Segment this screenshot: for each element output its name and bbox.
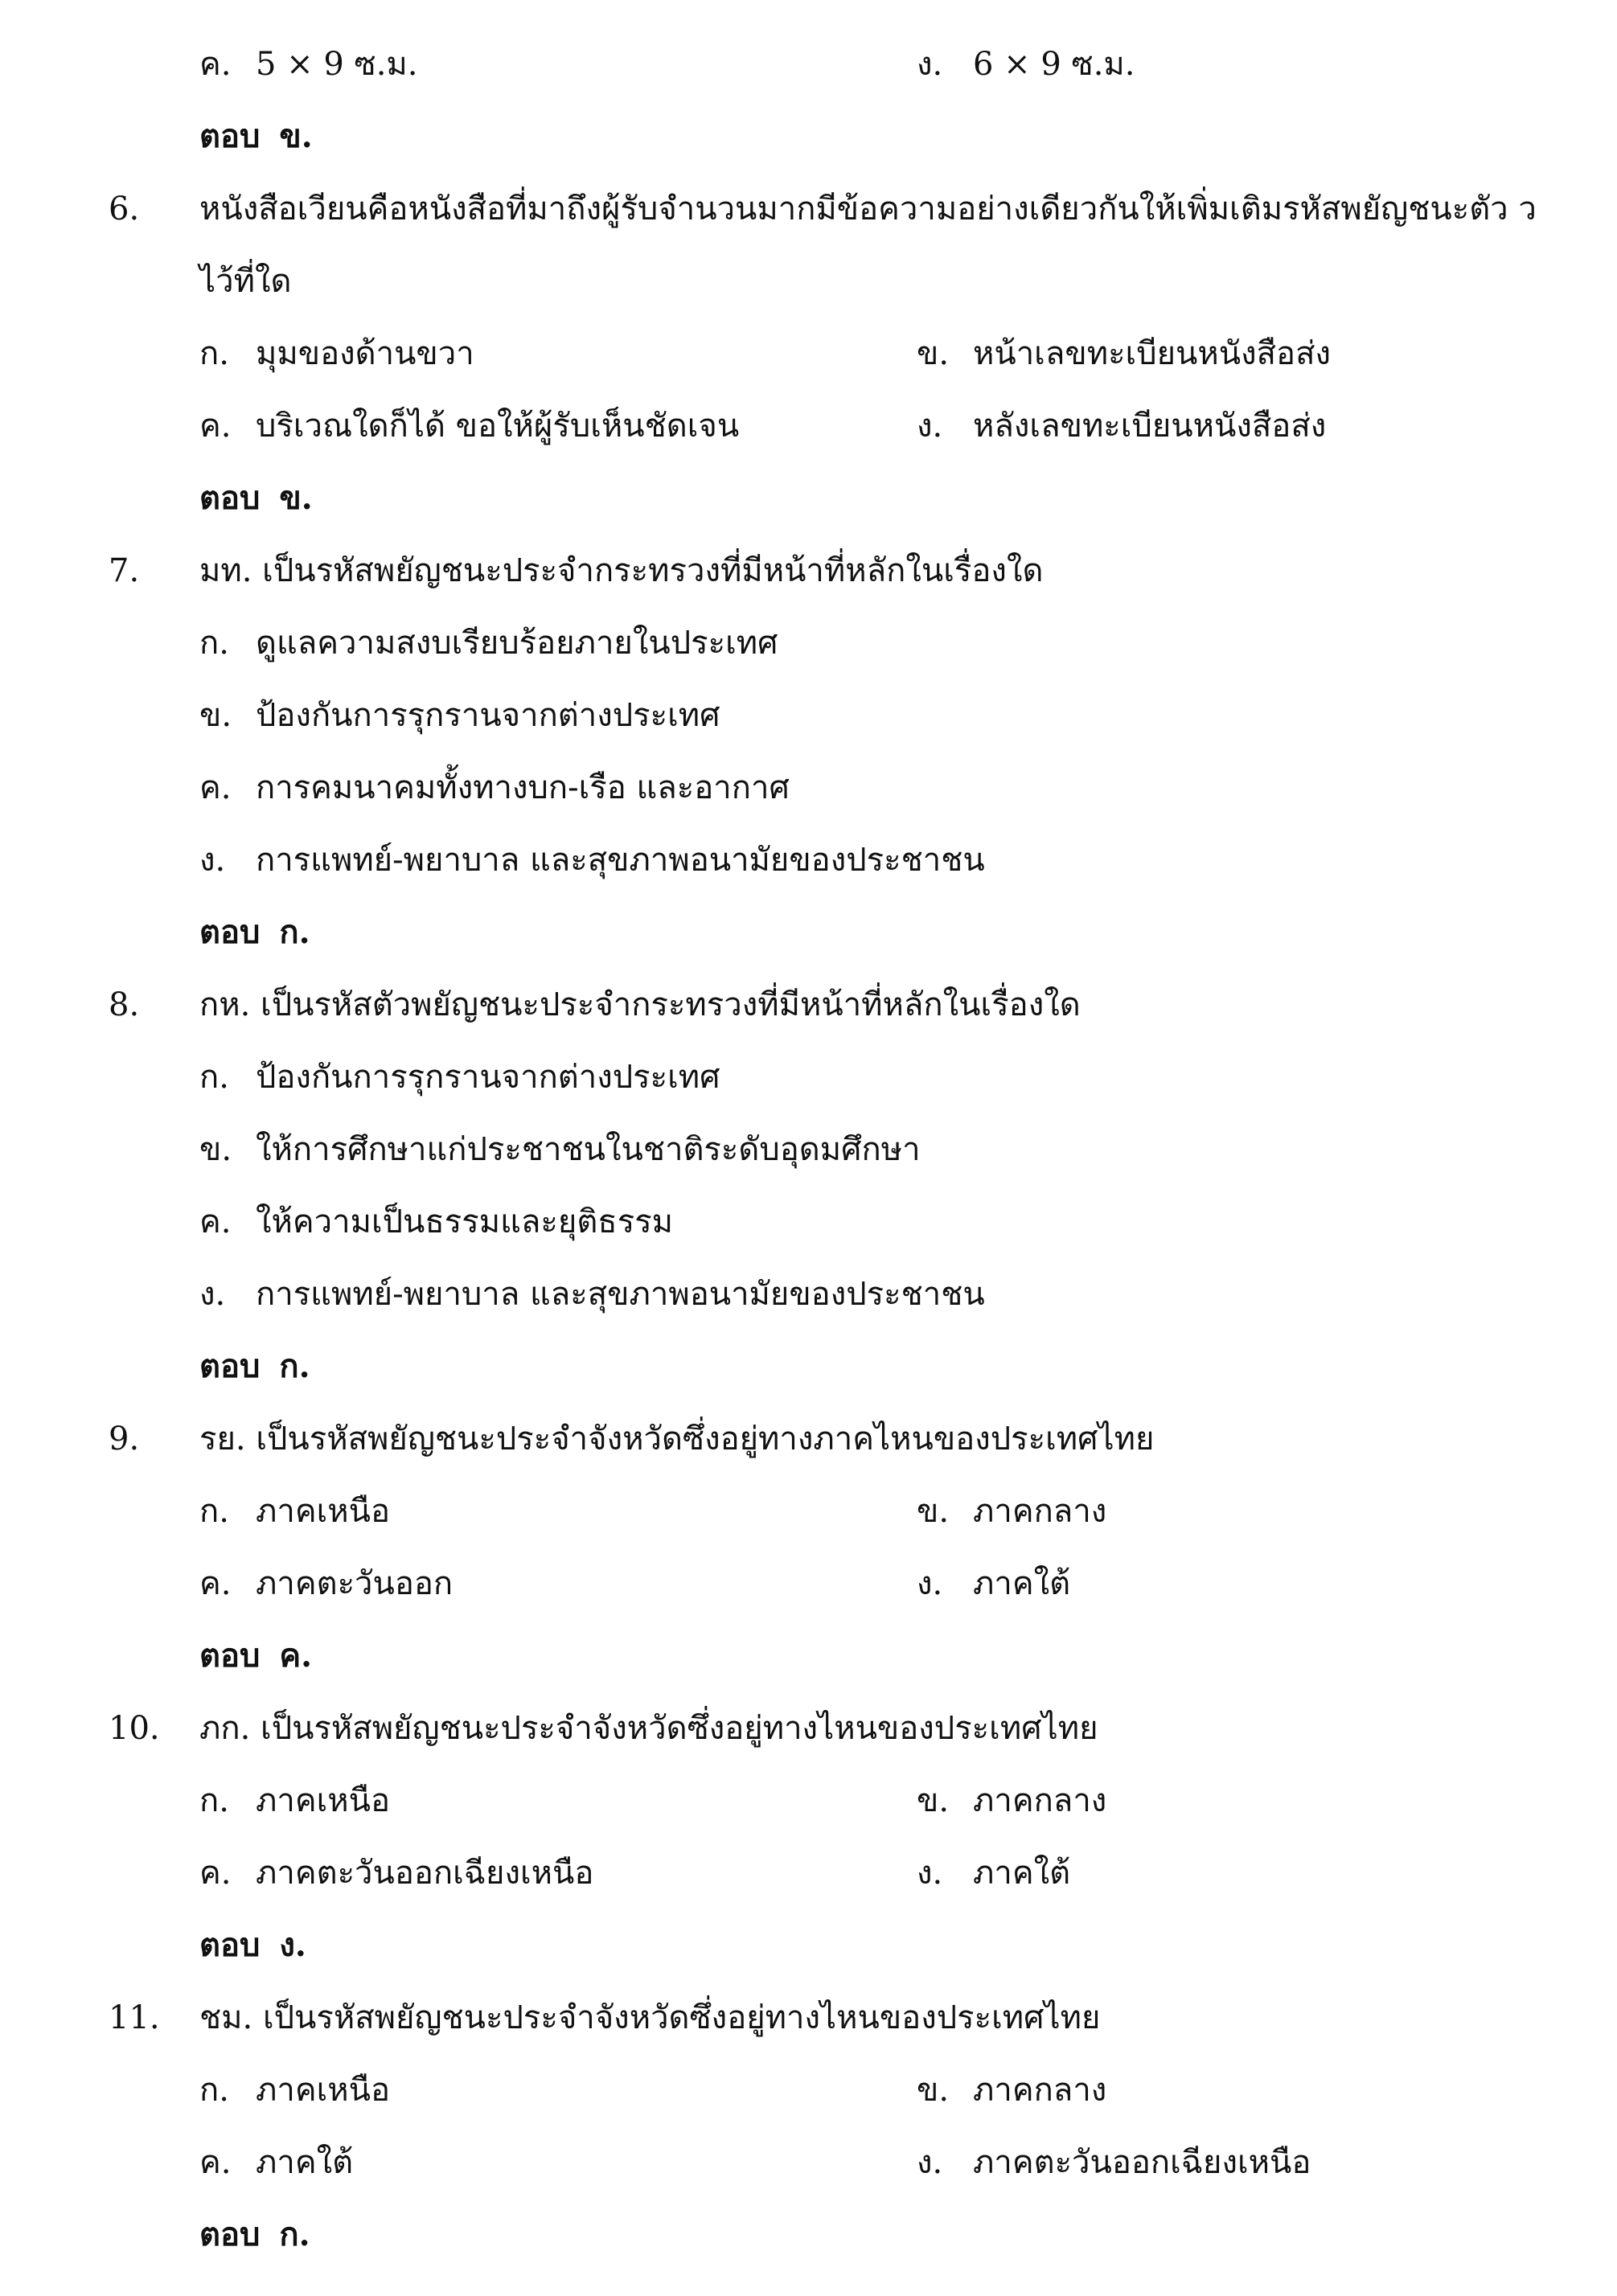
answer-value: ค. [279, 1637, 313, 1675]
option-text: ให้การศึกษาแก่ประชาชนในชาติระดับอุดมศึกษา [256, 1131, 921, 1168]
option-text: หลังเลขทะเบียนหนังสือส่ง [973, 408, 1327, 445]
option-text: ภาคตะวันออกเฉียงเหนือ [973, 2144, 1311, 2181]
option-label: ค. [199, 408, 232, 445]
answer-line [199, 1620, 312, 1692]
question-8-row [0, 969, 1617, 1041]
option-label: ข. [917, 1782, 950, 1819]
question-number: 7. [109, 552, 140, 589]
option-label: ก. [199, 625, 229, 662]
option-label: ง. [917, 1855, 943, 1892]
answer-value: ง. [279, 1926, 306, 1964]
question-6-answer-row [0, 462, 1617, 535]
option-text: ให้ความเป็นธรรมและยุติธรรม [256, 1203, 674, 1240]
option-d [917, 28, 1135, 100]
question-text: ไว้ที่ใด [199, 263, 292, 300]
option-c [199, 2126, 353, 2199]
option-text: หน้าเลขทะเบียนหนังสือส่ง [973, 335, 1332, 372]
answer-line [199, 1330, 310, 1403]
option-label: ง. [917, 2144, 943, 2181]
option-text: ภาคกลาง [973, 1493, 1107, 1530]
answer-label: ตอบ [199, 2216, 261, 2253]
option-label: ข. [917, 2072, 950, 2109]
option-label: ค. [199, 769, 232, 806]
question-text: ชม. เป็นรหัสพยัญชนะประจำจังหวัดซึ่งอยู่ทางไหนของประเทศไทย [199, 1999, 1101, 2036]
answer-value: ก. [279, 2216, 310, 2253]
option-label: ง. [917, 46, 943, 83]
option-label: ค. [199, 1203, 232, 1240]
option-label: ก. [199, 335, 229, 372]
option-label: ข. [917, 1493, 950, 1530]
option-text: มุมของด้านขวา [256, 335, 474, 372]
option-label: ก. [199, 1493, 229, 1530]
option-d [917, 1837, 1070, 1909]
question-10-row [0, 1692, 1617, 1765]
option-text: ป้องกันการรุกรานจากต่างประเทศ [256, 1059, 720, 1096]
option-text: 5 × 9 ซ.ม. [256, 46, 418, 83]
option-text: ดูแลความสงบเรียบร้อยภายในประเทศ [256, 625, 778, 662]
option-text: 6 × 9 ซ.ม. [973, 46, 1135, 83]
option-label: ก. [199, 1782, 229, 1819]
question-10-answer-row [0, 1909, 1617, 1982]
prev-options-row [0, 28, 1617, 100]
option-text: ภาคเหนือ [256, 2072, 390, 2109]
question-11-answer-row [0, 2199, 1617, 2271]
question-8-answer-row [0, 1330, 1617, 1403]
option-label: ง. [917, 1565, 943, 1602]
question-7-answer-row [0, 896, 1617, 969]
question-10-options-row-1 [0, 1765, 1617, 1837]
question-6-options-row-2 [0, 390, 1617, 462]
answer-label: ตอบ [199, 913, 261, 951]
option-c [199, 752, 790, 824]
question-9-row [0, 1403, 1617, 1475]
option-label: ก. [199, 1059, 229, 1096]
option-c [199, 1186, 673, 1258]
question-8-option-d [0, 1258, 1617, 1330]
option-text: ภาคตะวันออกเฉียงเหนือ [256, 1855, 594, 1892]
question-8-option-a [0, 1041, 1617, 1113]
option-b [917, 1765, 1106, 1837]
option-text: ภาคใต้ [256, 2144, 354, 2181]
option-text: ภาคกลาง [973, 2072, 1107, 2109]
option-label: ค. [199, 1855, 232, 1892]
question-text: หนังสือเวียนคือหนังสือที่มาถึงผู้รับจำนวนมากมีข้อความอย่างเดียวกันให้เพิ่มเติมรหัสพยัญชนะตัว ว [199, 191, 1537, 228]
question-9-options-row-2 [0, 1548, 1617, 1620]
answer-line [199, 462, 313, 535]
answer-line [199, 2199, 310, 2271]
option-d [199, 824, 985, 896]
question-text: กห. เป็นรหัสตัวพยัญชนะประจำกระทรวงที่มีหน้าที่หลักในเรื่องใด [199, 986, 1081, 1023]
question-10-options-row-2 [0, 1837, 1617, 1909]
answer-value: ก. [279, 913, 310, 951]
question-text: ภก. เป็นรหัสพยัญชนะประจำจังหวัดซึ่งอยู่ทางไหนของประเทศไทย [199, 1710, 1098, 1747]
option-label: ข. [199, 1131, 232, 1168]
question-7-option-a [0, 607, 1617, 679]
option-b [917, 2054, 1106, 2126]
question-6-continuation [0, 245, 1617, 318]
option-label: ค. [199, 46, 232, 83]
option-text: การแพทย์-พยาบาล และสุขภาพอนามัยของประชาชน [256, 1276, 985, 1313]
option-text: การคมนาคมทั้งทางบก-เรือ และอากาศ [256, 769, 790, 806]
option-a [199, 318, 474, 390]
option-c [199, 390, 739, 462]
question-number: 11. [109, 1999, 160, 2036]
option-label: ค. [199, 1565, 232, 1602]
question-6-row [0, 173, 1617, 245]
option-d [199, 1258, 985, 1330]
option-a [199, 607, 778, 679]
option-text: ภาคตะวันออก [256, 1565, 453, 1602]
option-b [917, 318, 1331, 390]
question-6-options-row-1 [0, 318, 1617, 390]
answer-line [199, 100, 313, 173]
question-number: 9. [109, 1421, 140, 1458]
option-b [917, 1475, 1106, 1548]
question-text: รย. เป็นรหัสพยัญชนะประจำจังหวัดซึ่งอยู่ทางภาคไหนของประเทศไทย [199, 1421, 1155, 1458]
question-11-options-row-1 [0, 2054, 1617, 2126]
option-label: ง. [917, 408, 943, 445]
option-a [199, 2054, 390, 2126]
answer-label: ตอบ [199, 1347, 261, 1385]
question-7-row [0, 535, 1617, 607]
option-text: ภาคใต้ [973, 1565, 1071, 1602]
option-text: ป้องกันการรุกรานจากต่างประเทศ [256, 697, 720, 734]
option-d [917, 2126, 1311, 2199]
option-text: ภาคเหนือ [256, 1782, 390, 1819]
option-c [199, 28, 418, 100]
answer-label: ตอบ [199, 1637, 261, 1675]
option-label: ข. [917, 335, 950, 372]
option-b [199, 1113, 921, 1186]
answer-value: ก. [279, 1347, 310, 1385]
question-9-options-row-1 [0, 1475, 1617, 1548]
question-7-option-c [0, 752, 1617, 824]
option-a [199, 1765, 390, 1837]
answer-value: ข. [279, 479, 313, 517]
prev-answer-row [0, 100, 1617, 173]
answer-label: ตอบ [199, 479, 261, 517]
option-text: ภาคกลาง [973, 1782, 1107, 1819]
option-label: ก. [199, 2072, 229, 2109]
question-11-row [0, 1982, 1617, 2054]
answer-label: ตอบ [199, 117, 261, 155]
option-d [917, 1548, 1070, 1620]
option-text: การแพทย์-พยาบาล และสุขภาพอนามัยของประชาชน [256, 842, 985, 879]
answer-value: ข. [279, 117, 313, 155]
answer-line [199, 896, 310, 969]
option-label: ค. [199, 2144, 232, 2181]
question-11-options-row-2 [0, 2126, 1617, 2199]
question-9-answer-row [0, 1620, 1617, 1692]
question-number: 6. [109, 191, 140, 228]
option-text: บริเวณใดก็ได้ ขอให้ผู้รับเห็นชัดเจน [256, 408, 740, 445]
option-b [199, 679, 720, 752]
question-number: 10. [109, 1710, 160, 1747]
question-number: 8. [109, 986, 140, 1023]
question-text: มท. เป็นรหัสพยัญชนะประจำกระทรวงที่มีหน้าที่หลักในเรื่องใด [199, 552, 1044, 589]
option-d [917, 390, 1326, 462]
option-label: ง. [199, 1276, 226, 1313]
option-c [199, 1548, 453, 1620]
answer-label: ตอบ [199, 1926, 261, 1964]
option-label: ข. [199, 697, 232, 734]
option-a [199, 1041, 720, 1113]
answer-line [199, 1909, 306, 1982]
question-8-option-c [0, 1186, 1617, 1258]
option-label: ง. [199, 842, 226, 879]
option-text: ภาคใต้ [973, 1855, 1071, 1892]
question-8-option-b [0, 1113, 1617, 1186]
option-text: ภาคเหนือ [256, 1493, 390, 1530]
question-7-option-b [0, 679, 1617, 752]
option-c [199, 1837, 593, 1909]
option-a [199, 1475, 390, 1548]
question-7-option-d [0, 824, 1617, 896]
